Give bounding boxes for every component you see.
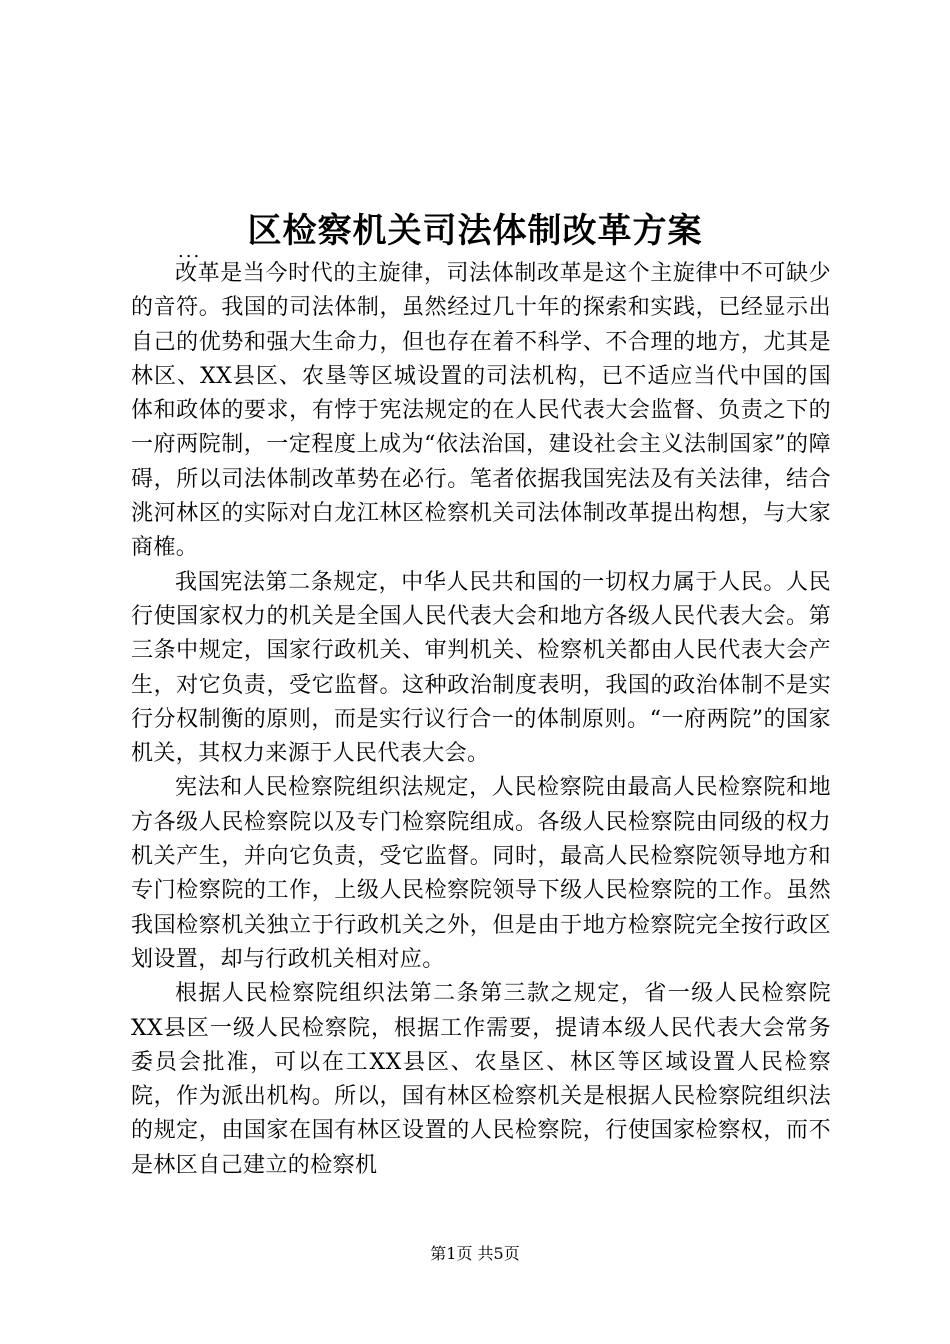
page-number-footer: 第1页 共5页 — [430, 1244, 520, 1263]
ellipsis-mark: ... — [178, 241, 202, 262]
paragraph: 宪法和人民检察院组织法规定，人民检察院由最高人民检察院和地方各级人民检察院以及专门检察院组成。各级人民检察院由同级的权力机关产生，并向它负责，受它监督。同时，最高人民检察院领导地方和专门检察院的工作，上级人民检察院领导下级人民检察院的工作。虽然我国检察机关独立于行政机关之外，但是由于地方检察院完全按行政区划设置，却与行政机关相对应。 — [131, 775, 831, 972]
paragraph: 改革是当今时代的主旋律，司法体制改革是这个主旋律中不可缺少的音符。我国的司法体制，虽然经过几十年的探索和实践，已经显示出自己的优势和强大生命力，但也存在着不科学、不合理的地方，尤其是林区、XX县区、农垦等区城设置的司法机构，已不适应当代中国的国体和政体的要求，有悖于宪法规定的在人民代表大会监督、负责之下的一府两院制，一定程度上成为“依法治国，建设社会主义法制国家”的障碍，所以司法体制改革势在必行。笔者依据我国宪法及有关法律，结合洮河林区的实际对白龙江林区检察机关司法体制改革提出构想，与大家商榷。 — [131, 261, 831, 561]
page-title: 区检察机关司法体制改革方案 — [247, 210, 703, 251]
document-body — [131, 257, 831, 1183]
paragraph: 我国宪法第二条规定，中华人民共和国的一切权力属于人民。人民行使国家权力的机关是全国人民代表大会和地方各级人民代表大会。第三条中规定，国家行政机关、审判机关、检察机关都由人民代表大会产生，对它负责，受它监督。这种政治制度表明，我国的政治体制不是实行分权制衡的原则，而是实行议行合一的体制原则。“一府两院”的国家机关，其权力来源于人民代表大会。 — [131, 569, 831, 767]
paragraph: 根据人民检察院组织法第二条第三款之规定，省一级人民检察院XX县区一级人民检察院，根据工作需要，提请本级人民代表大会常务委员会批准，可以在工XX县区、农垦区、林区等区域设置人民检察院，作为派出机构。所以，国有林区检察机关是根据人民检察院组织法的规定，由国家在国有林区设置的人民检察院，行使国家检察权，而不是林区自己建立的检察机 — [131, 981, 831, 1178]
